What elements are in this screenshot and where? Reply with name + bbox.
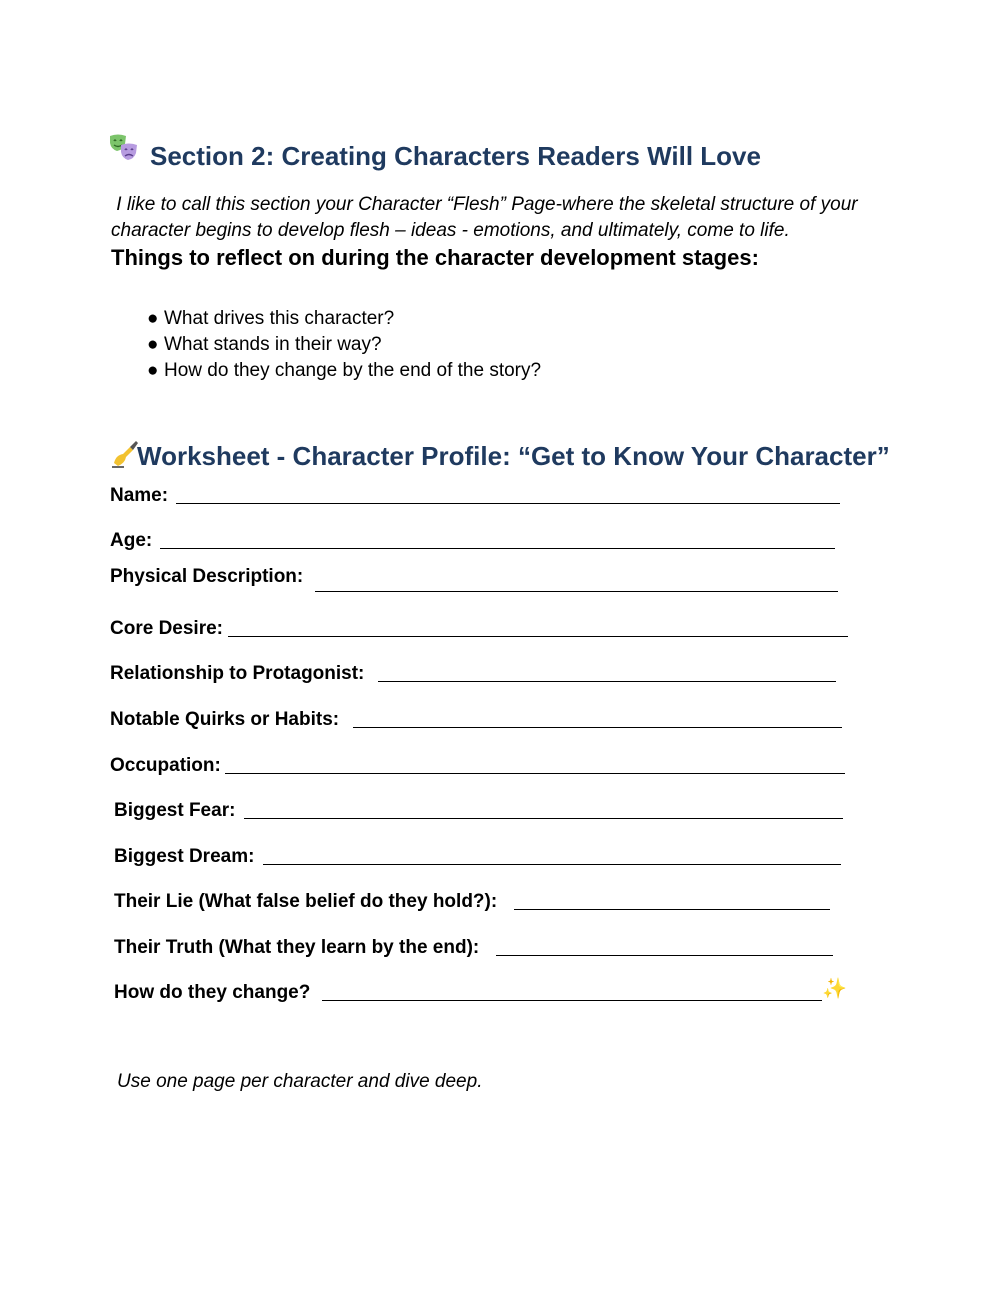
- field-physical-description-label: Physical Description:: [110, 566, 304, 587]
- writing-hand-icon: [110, 441, 138, 469]
- name-input-line[interactable]: [176, 503, 840, 504]
- physical-description-input-line[interactable]: [315, 591, 838, 592]
- field-their-lie-label: Their Lie (What false belief do they hold?):: [114, 891, 498, 912]
- field-core-desire-label: Core Desire:: [110, 618, 223, 639]
- intro-line-2: character begins to develop flesh – ideas - emotions, and ultimately, come to life.: [111, 220, 790, 241]
- how-change-input-line[interactable]: [322, 1000, 822, 1001]
- reflect-heading: Things to reflect on during the character development stages:: [111, 245, 759, 270]
- field-biggest-fear-label: Biggest Fear:: [114, 800, 236, 821]
- section-intro: [111, 192, 911, 244]
- list-item: ● What drives this character?: [147, 308, 395, 329]
- list-item-text: How do they change by the end of the story?: [164, 360, 542, 381]
- sparkles-icon: ✨: [822, 978, 847, 1000]
- field-age-label: Age:: [110, 530, 153, 551]
- field-how-change-label: How do they change?: [114, 982, 311, 1003]
- their-lie-input-line[interactable]: [514, 909, 830, 910]
- worksheet-title: Worksheet - Character Profile: “Get to Know Your Character”: [137, 441, 890, 471]
- reflect-list: [147, 306, 541, 384]
- list-item-text: What stands in their way?: [164, 334, 382, 355]
- relationship-input-line[interactable]: [378, 681, 836, 682]
- list-item-text: What drives this character?: [164, 308, 395, 329]
- field-biggest-dream-label: Biggest Dream:: [114, 846, 255, 867]
- field-their-truth-label: Their Truth (What they learn by the end):: [114, 937, 480, 958]
- field-relationship-label: Relationship to Protagonist:: [110, 663, 365, 684]
- occupation-input-line[interactable]: [225, 773, 845, 774]
- section-title: Section 2: Creating Characters Readers Will Love: [150, 141, 761, 171]
- age-input-line[interactable]: [160, 548, 835, 549]
- field-occupation-label: Occupation:: [110, 755, 221, 776]
- theater-masks-icon: [108, 133, 140, 163]
- quirks-input-line[interactable]: [353, 727, 842, 728]
- closing-note: Use one page per character and dive deep.: [117, 1071, 483, 1092]
- biggest-fear-input-line[interactable]: [244, 818, 843, 819]
- list-item: ● What stands in their way?: [147, 334, 382, 355]
- intro-line-1: I like to call this section your Character “Flesh” Page-where the skeletal structure of your: [111, 194, 858, 215]
- list-item: ● How do they change by the end of the story?: [147, 360, 542, 381]
- their-truth-input-line[interactable]: [496, 955, 833, 956]
- field-name-label: Name:: [110, 485, 169, 506]
- core-desire-input-line[interactable]: [228, 636, 848, 637]
- field-quirks-label: Notable Quirks or Habits:: [110, 709, 340, 730]
- biggest-dream-input-line[interactable]: [263, 864, 841, 865]
